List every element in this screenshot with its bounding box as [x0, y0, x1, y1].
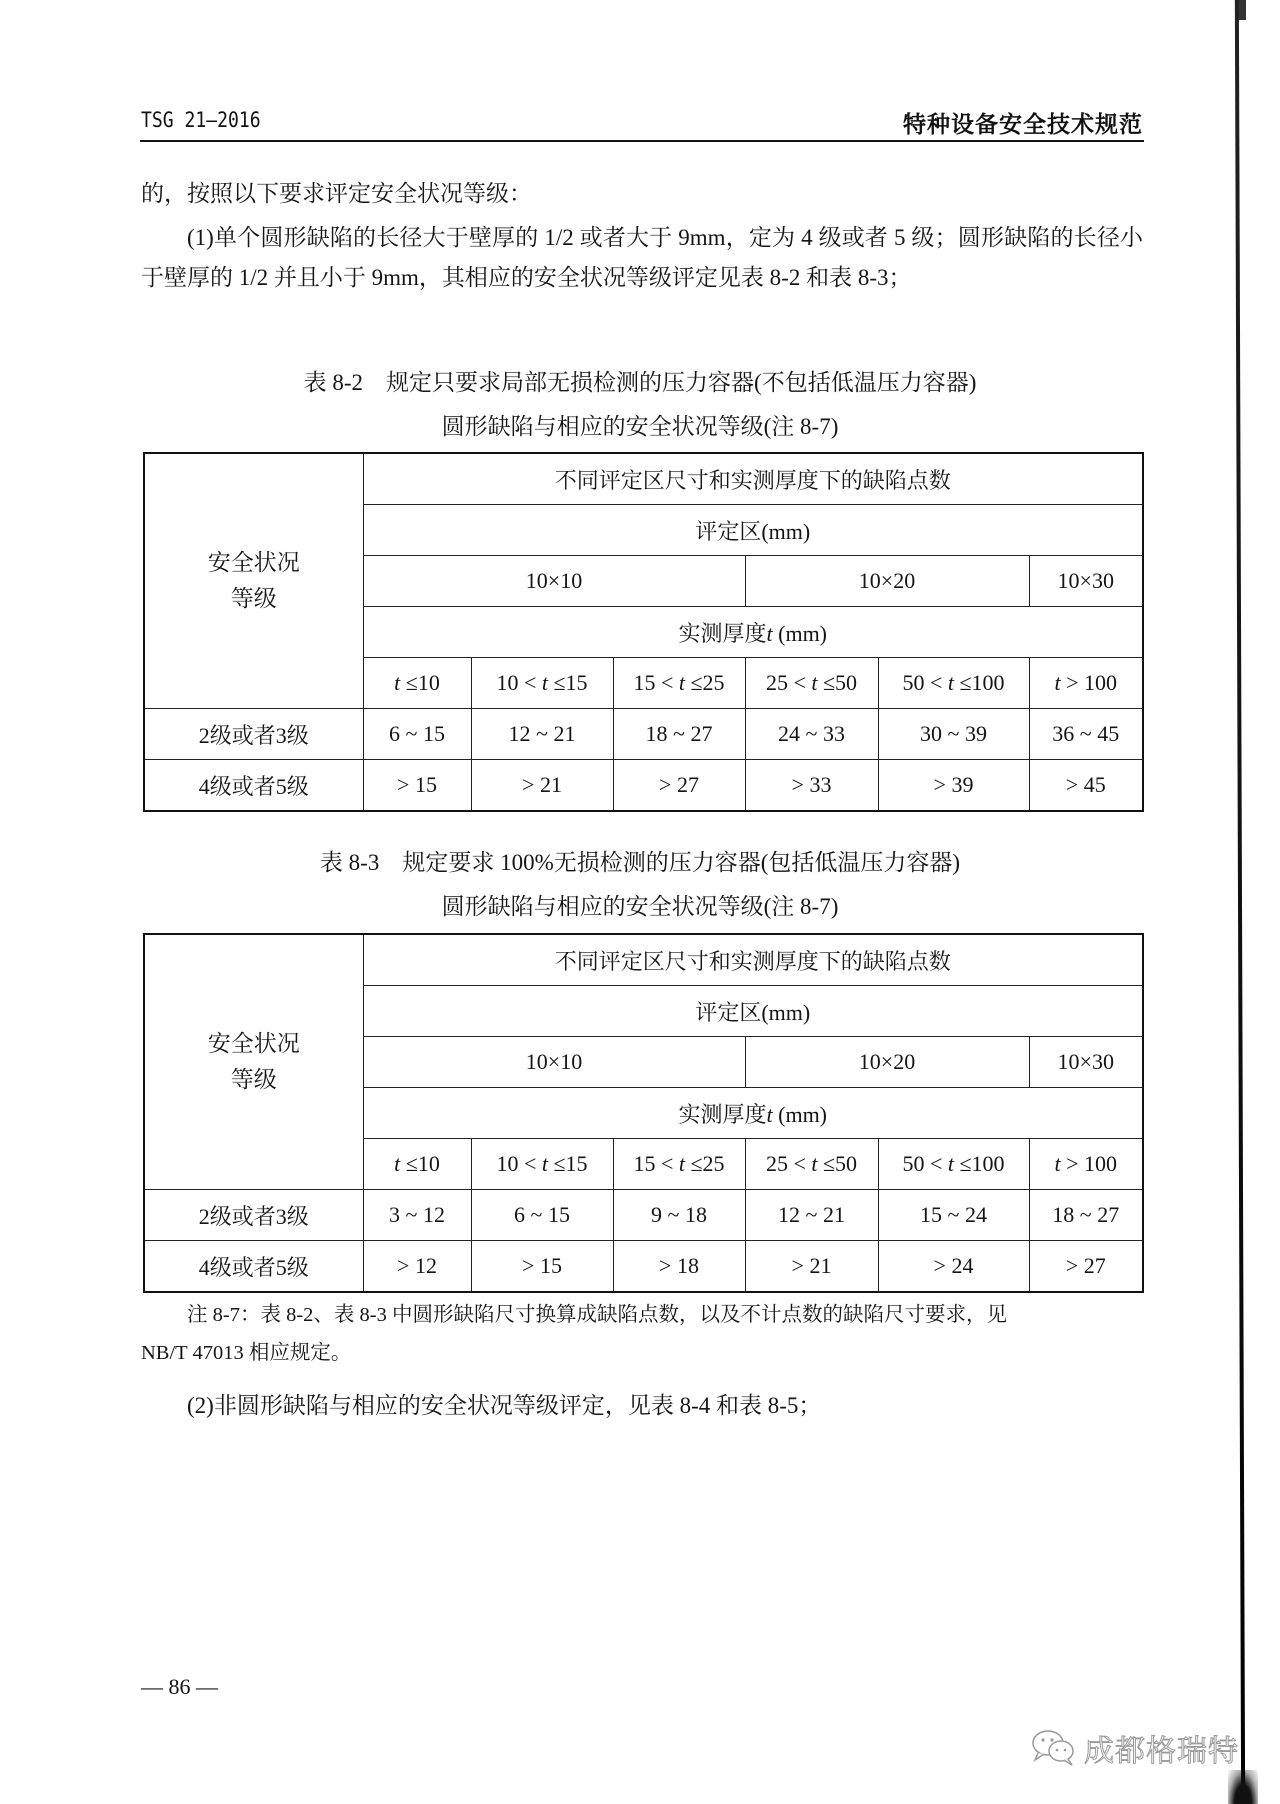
range-prefix: 10 < [496, 1151, 542, 1176]
defect-count-cell: > 33 [745, 760, 878, 812]
running-header-code: TSG 21—2016 [141, 108, 261, 132]
range-prefix: 25 < [765, 1151, 812, 1176]
defect-count-cell: 6 ~ 15 [363, 709, 471, 760]
defect-count-cell: 12 ~ 21 [745, 1190, 878, 1241]
range-var: t [1054, 670, 1061, 695]
defect-count-cell: 18 ~ 27 [613, 709, 745, 760]
binding-smear [1228, 1770, 1258, 1804]
defect-count-cell: 15 ~ 24 [878, 1190, 1029, 1241]
body-line-1: 的，按照以下要求评定安全状况等级： [141, 181, 532, 206]
range-var: t [678, 1151, 685, 1176]
range-var: t [947, 670, 954, 695]
range-suffix: > 100 [1060, 1151, 1118, 1176]
range-suffix: ≤25 [684, 1151, 725, 1176]
range-var: t [947, 1151, 954, 1176]
range-suffix: ≤10 [400, 670, 440, 695]
body-item-2: (2)非圆形缺陷与相应的安全状况等级评定，见表 8-4 和表 8-5； [187, 1393, 822, 1418]
note-8-7-line2: NB/T 47013 相应规定。 [141, 1342, 352, 1364]
thickness-range-cell [745, 1139, 878, 1190]
defect-count-cell: > 27 [1029, 1241, 1143, 1293]
watermark-text: 成都格瑞特 [1084, 1734, 1239, 1769]
range-var: t [541, 1151, 548, 1176]
thickness-range-cell [613, 658, 745, 709]
table-row [144, 709, 1143, 760]
table-row [144, 760, 1143, 812]
defect-count-cell: > 21 [471, 760, 613, 812]
row-header-line1: 安全状况 [207, 550, 300, 575]
range-var: t [541, 670, 548, 695]
thickness-range-cell [878, 1139, 1029, 1190]
thickness-range-cell [878, 658, 1029, 709]
row-header-cell [144, 934, 363, 1190]
thickness-header-label: 实测厚度 [678, 1101, 767, 1127]
row-header-line2: 等级 [230, 586, 277, 611]
grade-cell: 2级或者3级 [144, 709, 363, 760]
thickness-range-cell [363, 658, 471, 709]
table-row [144, 1241, 1143, 1293]
thickness-unit: (mm) [772, 620, 828, 646]
defect-count-cell: 36 ~ 45 [1029, 709, 1143, 760]
range-prefix: 10 < [496, 670, 542, 695]
range-suffix: ≤50 [817, 670, 858, 695]
header-rule [140, 140, 1144, 142]
range-suffix: ≤25 [684, 670, 725, 695]
range-suffix: ≤50 [817, 1151, 858, 1176]
row-header-line2: 等级 [230, 1067, 277, 1092]
range-suffix: ≤15 [547, 1151, 588, 1176]
grade-cell: 4级或者5级 [144, 1241, 363, 1293]
range-var: t [1054, 1151, 1061, 1176]
running-header-title: 特种设备安全技术规范 [903, 112, 1143, 138]
range-suffix: ≤100 [953, 670, 1005, 695]
range-var: t [394, 670, 401, 695]
range-suffix: ≤15 [547, 670, 588, 695]
area-header: 评定区(mm) [363, 986, 1143, 1037]
defect-count-cell: > 12 [363, 1241, 471, 1293]
defect-count-cell: > 15 [471, 1241, 613, 1293]
table-row [144, 1190, 1143, 1241]
area-10x10: 10×10 [363, 556, 745, 607]
thickness-var: t [766, 1101, 773, 1127]
table-8-2 [143, 452, 1144, 812]
thickness-range-cell [1029, 658, 1143, 709]
thickness-range-cell [745, 658, 878, 709]
defect-count-cell: > 24 [878, 1241, 1029, 1293]
range-suffix: ≤100 [953, 1151, 1005, 1176]
range-suffix: ≤10 [400, 1151, 440, 1176]
area-10x30: 10×30 [1029, 1037, 1143, 1088]
group-header: 不同评定区尺寸和实测厚度下的缺陷点数 [363, 453, 1143, 505]
range-var: t [811, 670, 818, 695]
defect-count-cell: > 39 [878, 760, 1029, 812]
page-number: — 86 — [141, 1674, 218, 1699]
area-10x10: 10×10 [363, 1037, 745, 1088]
defect-count-cell: > 21 [745, 1241, 878, 1293]
grade-cell: 4级或者5级 [144, 760, 363, 812]
range-var: t [811, 1151, 818, 1176]
range-prefix: 50 < [902, 670, 948, 695]
thickness-range-cell [471, 658, 613, 709]
defect-count-cell: > 27 [613, 760, 745, 812]
defect-count-cell: > 45 [1029, 760, 1143, 812]
group-header: 不同评定区尺寸和实测厚度下的缺陷点数 [363, 934, 1143, 986]
note-8-7-line1: 注 8-7：表 8-2、表 8-3 中圆形缺陷尺寸换算成缺陷点数，以及不计点数的缺陷尺寸要求，见 [187, 1304, 1007, 1326]
range-prefix: 50 < [902, 1151, 948, 1176]
defect-count-cell: 30 ~ 39 [878, 709, 1029, 760]
row-header-cell [144, 453, 363, 709]
watermark [1030, 1728, 1239, 1768]
grade-cell: 2级或者3级 [144, 1190, 363, 1241]
thickness-header-label: 实测厚度 [678, 620, 767, 646]
thickness-var: t [766, 620, 773, 646]
area-10x30: 10×30 [1029, 556, 1143, 607]
table-8-3-caption-line2: 圆形缺陷与相应的安全状况等级(注 8-7) [441, 894, 839, 919]
row-header-line1: 安全状况 [207, 1031, 300, 1056]
thickness-range-cell [1029, 1139, 1143, 1190]
table-8-3-caption-line1: 表 8-3 规定要求 100%无损检测的压力容器(包括低温压力容器) [319, 850, 961, 875]
thickness-range-cell [471, 1139, 613, 1190]
thickness-header [363, 607, 1143, 658]
defect-count-cell: 12 ~ 21 [471, 709, 613, 760]
thickness-range-cell [363, 1139, 471, 1190]
defect-count-cell: 18 ~ 27 [1029, 1190, 1143, 1241]
thickness-range-cell [613, 1139, 745, 1190]
table-8-2-caption-line1: 表 8-2 规定只要求局部无损检测的压力容器(不包括低温压力容器) [303, 370, 977, 395]
table-8-2-caption-line2: 圆形缺陷与相应的安全状况等级(注 8-7) [441, 414, 839, 439]
range-var: t [394, 1151, 401, 1176]
wechat-icon [1030, 1728, 1078, 1768]
defect-count-cell: 6 ~ 15 [471, 1190, 613, 1241]
area-10x20: 10×20 [745, 556, 1029, 607]
defect-count-cell: 9 ~ 18 [613, 1190, 745, 1241]
area-header: 评定区(mm) [363, 505, 1143, 556]
body-item-1: (1)单个圆形缺陷的长径大于壁厚的 1/2 或者大于 9mm，定为 4 级或者 5 级；圆形缺陷的长径小于壁厚的 1/2 并且小于 9mm，其相应的安全状况等级评定见表 8-2 和表 8-3； [141, 225, 1143, 290]
defect-count-cell: > 15 [363, 760, 471, 812]
defect-count-cell: 24 ~ 33 [745, 709, 878, 760]
range-prefix: 15 < [633, 1151, 679, 1176]
thickness-unit: (mm) [772, 1101, 828, 1127]
defect-count-cell: 3 ~ 12 [363, 1190, 471, 1241]
defect-count-cell: > 18 [613, 1241, 745, 1293]
range-prefix: 15 < [633, 670, 679, 695]
range-suffix: > 100 [1060, 670, 1118, 695]
range-var: t [678, 670, 685, 695]
range-prefix: 25 < [765, 670, 812, 695]
thickness-header [363, 1088, 1143, 1139]
table-8-3 [143, 933, 1144, 1293]
area-10x20: 10×20 [745, 1037, 1029, 1088]
